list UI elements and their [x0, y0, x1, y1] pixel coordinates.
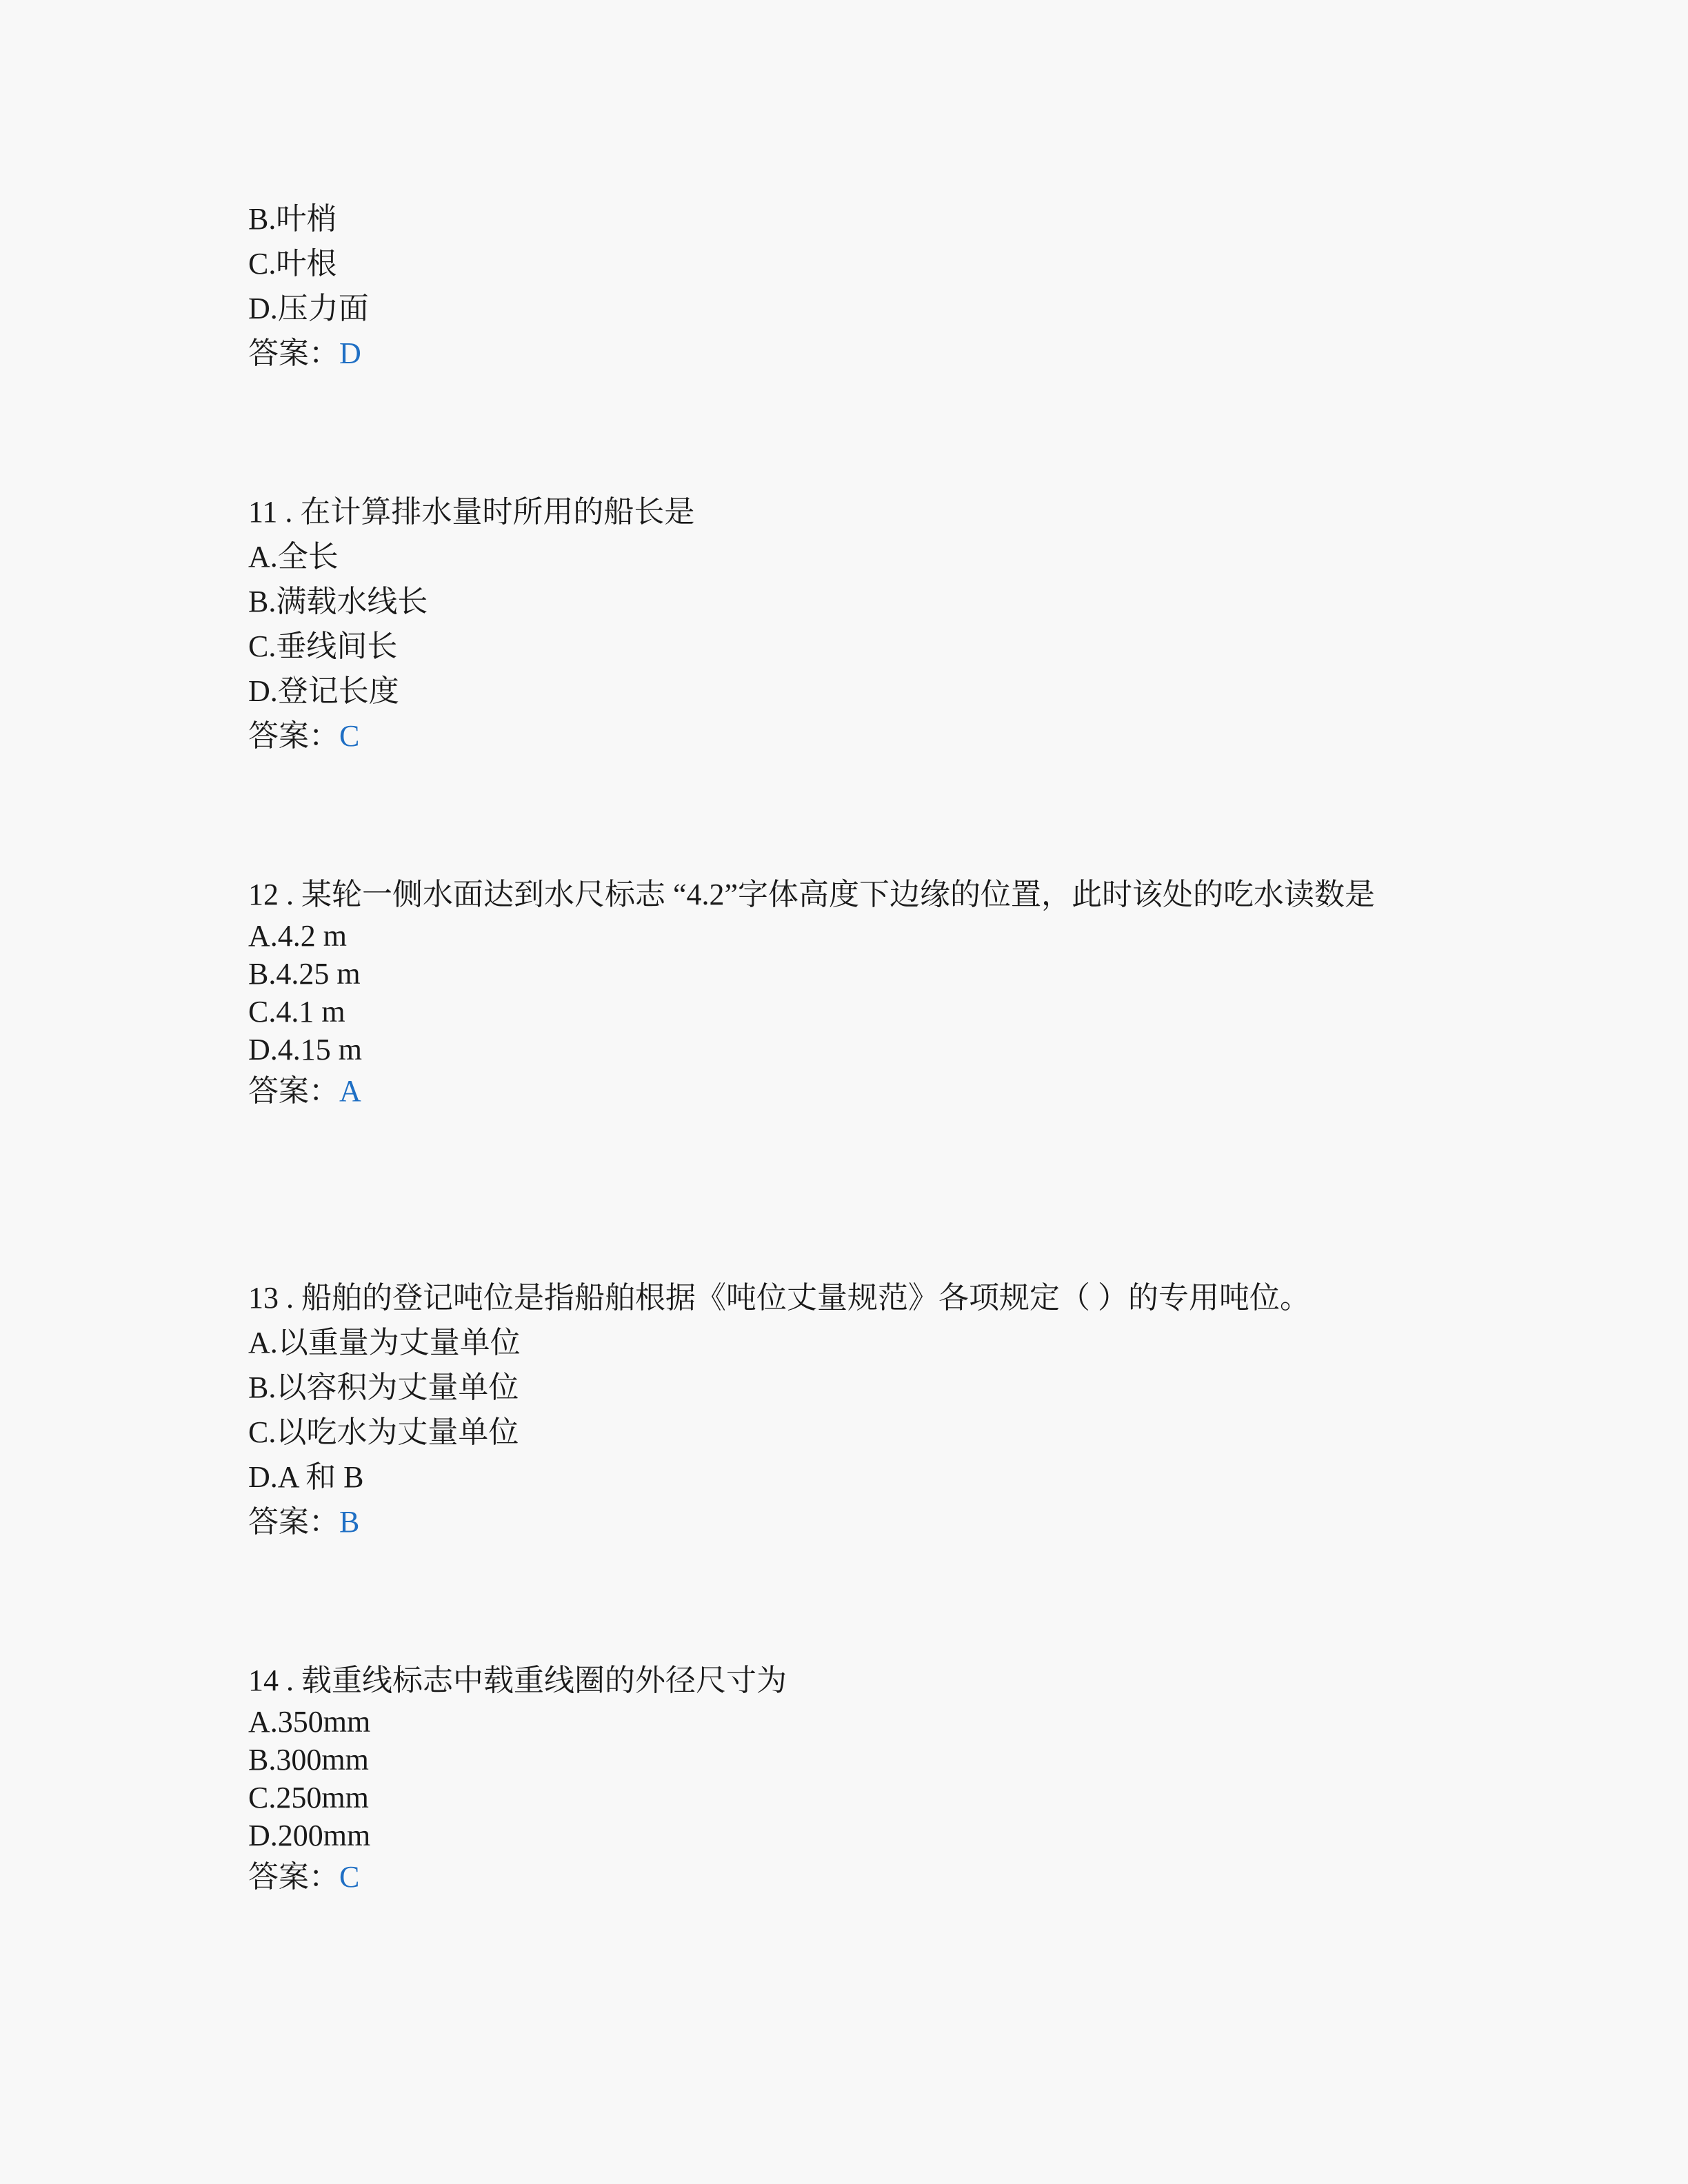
answer-label: 答案： [248, 336, 339, 370]
option-d: D.压力面 [248, 292, 369, 325]
answer-label: 答案： [248, 1860, 339, 1894]
question-12 [248, 872, 1434, 1113]
question-14 [248, 1658, 1434, 1899]
question-text: 12 . 某轮一侧水面达到水尺标志 “4.2”字体高度下边缘的位置，此时该处的吃水读数是 [248, 878, 1376, 911]
option-a: A.以重量为丈量单位 [248, 1326, 521, 1359]
option-b: B.叶梢 [248, 202, 337, 236]
question-11 [248, 489, 1434, 758]
answer-line [248, 1069, 1434, 1113]
answer-value: C [339, 1860, 360, 1894]
answer-value: B [339, 1505, 360, 1539]
answer-label: 答案： [248, 1074, 339, 1108]
question-text: 11 . 在计算排水量时所用的船长是 [248, 495, 695, 529]
option-d: D.登记长度 [248, 674, 399, 708]
answer-value: D [339, 336, 361, 370]
question-text: 13 . 船舶的登记吨位是指船舶根据《吨位丈量规范》各项规定（ ）的专用吨位。 [248, 1281, 1310, 1315]
question-10-continued [248, 196, 1434, 376]
option-b: B.满载水线长 [248, 585, 428, 618]
option-d: D.A 和 B [248, 1460, 364, 1494]
answer-value: C [339, 719, 360, 753]
option-a: A.350mm [248, 1705, 371, 1739]
option-c: C.垂线间长 [248, 629, 398, 663]
question-text: 14 . 载重线标志中载重线圈的外径尺寸为 [248, 1664, 787, 1697]
option-b: B.300mm [248, 1743, 369, 1777]
option-d: D.200mm [248, 1819, 371, 1852]
answer-value: A [339, 1074, 361, 1108]
option-b: B.4.25 m [248, 957, 361, 991]
option-a: A.全长 [248, 540, 339, 574]
answer-line [248, 1854, 1434, 1899]
answer-label: 答案： [248, 719, 339, 753]
option-c: C.250mm [248, 1781, 369, 1814]
option-c: C.4.1 m [248, 995, 345, 1029]
option-a: A.4.2 m [248, 919, 347, 953]
answer-line [248, 331, 1434, 376]
answer-line [248, 1499, 1434, 1544]
answer-label: 答案： [248, 1505, 339, 1539]
option-c: C.以吃水为丈量单位 [248, 1415, 519, 1449]
option-c: C.叶根 [248, 247, 337, 281]
answer-line [248, 714, 1434, 758]
option-d: D.4.15 m [248, 1033, 362, 1066]
option-b: B.以容积为丈量单位 [248, 1371, 519, 1404]
question-13 [248, 1275, 1434, 1544]
